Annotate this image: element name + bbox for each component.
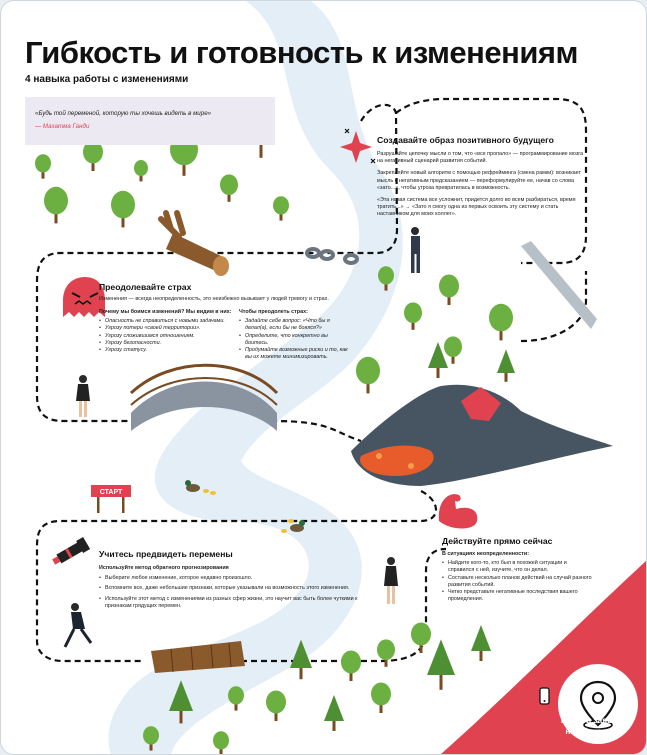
tree xyxy=(356,357,380,394)
tree-crown xyxy=(497,349,515,373)
list-item: • Вспомните все, даже небольшие признаки, которые указывали на возможность этого изменения. xyxy=(105,585,361,592)
fear-intro: Изменения — всегда неопределенность, это неизбежно вызывает у людей тревогу и страх. xyxy=(99,296,329,302)
quote-box xyxy=(25,97,275,145)
tree xyxy=(273,196,289,220)
hand-phone-icon xyxy=(540,688,549,704)
tree-crown xyxy=(471,625,491,651)
section-act xyxy=(442,536,592,603)
act-list xyxy=(442,560,592,603)
tree xyxy=(228,686,244,710)
tree-crown xyxy=(356,357,380,385)
tree-crown xyxy=(411,623,431,646)
list-item: • Используйте этот метод с изменениями из разных сфер жизни, это научит вас быть более чуткими к признакам грядущих перемен. xyxy=(105,596,361,610)
tree xyxy=(134,160,148,181)
list-item: • Четко представьте негативные последствия вашего промедления. xyxy=(448,589,592,603)
tree xyxy=(427,639,455,689)
broken-chain xyxy=(307,249,357,263)
tree-crown xyxy=(44,187,68,215)
tree xyxy=(111,191,135,228)
tree-crown xyxy=(341,651,361,674)
tree xyxy=(489,304,513,341)
future-p2: Закрепляйте новый алгоритм с помощью рефрейминга (смена рамки): возникает мысль с негативным предсказанием — переформулируйте ее, начав со слова «зато...», чтобы угроза превратилась в возможность. xyxy=(377,170,581,191)
future-p1: Разрушайте цепочку мысли о том, что «все пропало» — программирование мозга на негативный сценарий развития событий. xyxy=(377,151,584,165)
fear-col2-list xyxy=(239,318,351,361)
apply-training-link[interactable]: Подать заявку на обучение xyxy=(560,715,622,736)
tree xyxy=(35,154,51,178)
tree-crown xyxy=(444,336,462,357)
fear-title: Преодолевайте страх xyxy=(99,282,192,292)
list-item: • Угрозу статусу. xyxy=(105,347,234,354)
list-item: • Задайте себе вопрос: «Что бы я делал(а), если бы не боялся?» xyxy=(245,318,351,332)
list-item: • Угрозу потери «своей территории». xyxy=(105,325,234,332)
tree-crown xyxy=(378,266,394,284)
start-sign xyxy=(91,485,131,513)
tree-crown xyxy=(489,304,513,332)
tree-crown xyxy=(377,639,395,660)
list-item: • Составьте несколько планов действий на случай разного развития событий. xyxy=(448,575,592,589)
quote-text: «Будь той переменой, которую ты хочешь видеть в мире» xyxy=(35,110,212,117)
tree-crown xyxy=(439,275,459,298)
start-sign-text: СТАРТ xyxy=(99,489,123,496)
tree-crown xyxy=(427,639,455,675)
tree-crown xyxy=(35,154,51,172)
section-fear xyxy=(99,282,349,303)
tree-trunk xyxy=(440,673,443,690)
tree-crown xyxy=(134,160,148,176)
list-item: • Выберите любое изменение, которое недавно произошло. xyxy=(105,575,361,582)
person-running xyxy=(65,603,91,647)
tree-crown xyxy=(266,691,286,714)
list-item: • Продумайте возможные риски и то, как вы их можете минимизировать. xyxy=(245,347,351,361)
tree xyxy=(83,141,103,172)
tree xyxy=(220,174,238,201)
list-item: • Определите, что конкретно вы боитесь. xyxy=(245,333,351,347)
list-item: • Опасность не справиться с новыми задачами. xyxy=(105,318,234,325)
tree-crown xyxy=(371,683,391,706)
tree xyxy=(411,623,431,654)
tree xyxy=(44,187,68,224)
tree xyxy=(371,683,391,714)
fear-col1-title: Почему мы боимся изменений? Мы видим в них: xyxy=(99,309,232,315)
tree-crown xyxy=(404,302,422,323)
foresee-method: Используйте метод обратного прогнозирования xyxy=(99,565,229,571)
list-item: • Найдите кого-то, кто был в похожей ситуации и справился с ней, изучите, что он делал. xyxy=(448,560,592,574)
ramp xyxy=(521,241,597,329)
tree xyxy=(324,695,344,731)
tree-crown xyxy=(324,695,344,721)
act-title: Действуйте прямо сейчас xyxy=(442,536,553,546)
tree xyxy=(341,651,361,682)
tree-crown xyxy=(143,726,159,744)
fear-col2-title: Чтобы преодолеть страх: xyxy=(239,309,308,315)
section-future xyxy=(377,135,589,219)
foresee-list xyxy=(99,575,361,610)
section-foresee xyxy=(99,549,361,610)
quote-author: — Махатма Ганди xyxy=(35,123,90,130)
tree xyxy=(377,639,395,666)
person-woman-right xyxy=(384,557,398,604)
lava-island xyxy=(351,385,613,486)
page-subtitle: 4 навыка работы с изменениями xyxy=(25,74,189,85)
tree xyxy=(266,691,286,722)
future-title: Создавайте образ позитивного будущего xyxy=(377,135,554,145)
tree xyxy=(213,731,229,754)
tree-crown xyxy=(273,196,289,214)
tree-crown xyxy=(213,731,229,749)
tree-crown xyxy=(228,686,244,704)
fear-col1-list xyxy=(99,318,234,354)
foresee-title: Учитесь предвидеть перемены xyxy=(99,549,233,559)
page-title: Гибкость и готовность к изменениям xyxy=(25,35,578,70)
tree-crown xyxy=(220,174,238,195)
tree xyxy=(497,349,515,381)
tree-crown xyxy=(111,191,135,219)
act-subtitle: В ситуациях неопределенности: xyxy=(442,551,530,557)
log xyxy=(161,213,229,276)
tree xyxy=(444,336,462,363)
tree xyxy=(404,302,422,329)
person-thinking-top xyxy=(411,227,420,273)
person-woman-left xyxy=(76,375,90,417)
future-p3: «Эта новая система все усложнит, придется долго во всем разбираться, время тратить...» → «Зато я смогу одна из первых освоить эту систему и стать наставником для моих коллег». xyxy=(377,197,576,218)
tree-trunk xyxy=(180,709,183,723)
list-item: • Угрозу безопасности. xyxy=(105,340,234,347)
list-item: • Угрозу сложившимся отношениям. xyxy=(105,333,234,340)
fear-col2 xyxy=(239,309,351,361)
fear-col1 xyxy=(99,309,234,354)
bicep-icon xyxy=(439,494,478,528)
tree xyxy=(439,275,459,306)
tree xyxy=(471,625,491,661)
spyglass-icon xyxy=(50,537,90,568)
